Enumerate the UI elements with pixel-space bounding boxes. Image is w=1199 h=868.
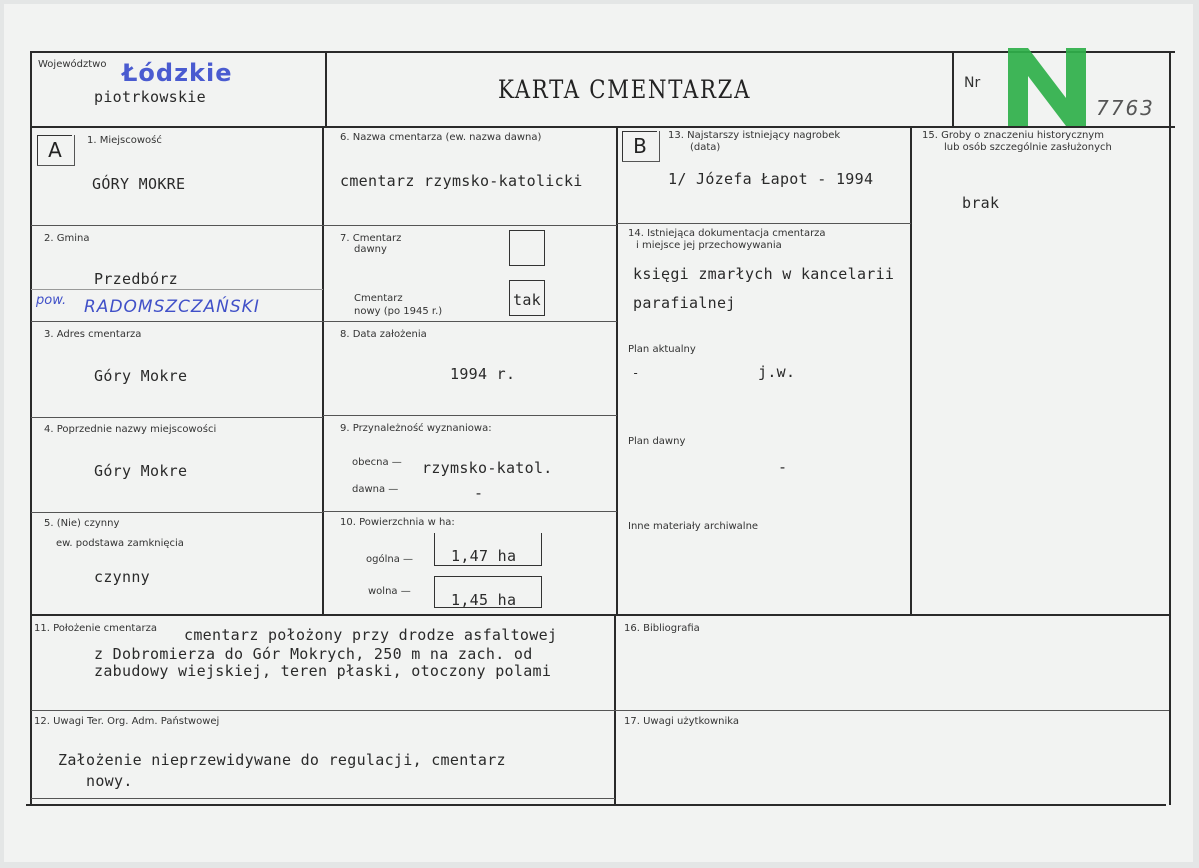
field-10-wolna-value: 1,45 ha xyxy=(451,591,517,609)
row-line-a1 xyxy=(31,225,323,226)
field-7-new-label-2: nowy (po 1945 r.) xyxy=(354,306,443,317)
field-11-label: 11. Położenie cmentarza xyxy=(34,623,157,634)
row-line-m2 xyxy=(323,321,617,322)
field-3-label: 3. Adres cmentarza xyxy=(44,329,142,340)
plan-aktualny-dash: - xyxy=(632,366,640,380)
col-divider-b xyxy=(910,126,912,616)
field-2-divider xyxy=(31,289,323,290)
field-9-obecna-label: obecna — xyxy=(352,457,402,468)
nr-label: Nr xyxy=(964,75,981,91)
row-line-m1 xyxy=(323,225,617,226)
section-b-bar xyxy=(622,161,660,162)
field-15-label-2: lub osób szczególnie zasłużonych xyxy=(944,142,1112,153)
field-8-value: 1994 r. xyxy=(450,365,516,383)
field-12-line-1: Założenie nieprzewidywane do regulacji, cmentarz xyxy=(58,751,506,769)
row-line-m3 xyxy=(323,415,617,416)
row-line-a3 xyxy=(31,417,323,418)
row-line-a4 xyxy=(31,512,323,513)
right-border xyxy=(1169,51,1171,805)
field-11-line-2: z Dobromierza do Gór Mokrych, 250 m na zach. od xyxy=(94,645,533,663)
field-2-value: Przedbórz xyxy=(94,270,178,288)
plan-aktualny-value: j.w. xyxy=(758,363,796,381)
field-12-line-2: nowy. xyxy=(86,772,133,790)
field-7-label-2: dawny xyxy=(354,244,387,255)
field-10-ogolna-label: ogólna — xyxy=(366,554,414,565)
section-a-underline xyxy=(74,135,75,165)
field-8-label: 8. Data założenia xyxy=(340,329,427,340)
field-7-dawny-box xyxy=(509,230,545,266)
field-9-dawna-value: - xyxy=(474,484,484,502)
field-14-value-2: parafialnej xyxy=(633,294,736,312)
field-16-label: 16. Bibliografia xyxy=(624,623,700,634)
field-12-label: 12. Uwagi Ter. Org. Adm. Państwowej xyxy=(34,716,220,727)
col-divider-a xyxy=(322,126,324,616)
nr-green-stamp xyxy=(1008,48,1090,126)
wojewodztwo-label: Województwo xyxy=(38,59,107,70)
top-border xyxy=(31,51,1175,53)
field-5-value: czynny xyxy=(94,568,150,586)
field-14-label-2: i miejsce jej przechowywania xyxy=(636,240,782,251)
nr-handwritten: 7763 xyxy=(1096,96,1155,120)
left-border xyxy=(30,51,32,805)
field-11-line-3: zabudowy wiejskiej, teren płaski, otoczony polami xyxy=(94,662,552,680)
wojewodztwo-stamp: Łódzkie xyxy=(122,59,233,87)
field-2-hand-prefix: pow. xyxy=(36,293,67,308)
field-5-label-1: 5. (Nie) czynny xyxy=(44,518,120,529)
field-3-value: Góry Mokre xyxy=(94,367,188,385)
plan-dawny-value: - xyxy=(778,458,788,476)
field-2-label: 2. Gmina xyxy=(44,233,90,244)
field-10-ogolna-value: 1,47 ha xyxy=(451,547,517,565)
field-17-label: 17. Uwagi użytkownika xyxy=(624,716,740,727)
bottom-mid-line-right xyxy=(615,710,1169,711)
header-divider-2 xyxy=(952,51,954,127)
section-b-letter: B xyxy=(622,131,657,162)
field-4-label: 4. Poprzednie nazwy miejscowości xyxy=(44,424,217,435)
field-1-value: GÓRY MOKRE xyxy=(92,175,186,193)
field-4-value: Góry Mokre xyxy=(94,462,188,480)
inne-materialy-label: Inne materiały archiwalne xyxy=(628,521,759,532)
section-b-underline xyxy=(659,131,660,161)
field-14-label-1: 14. Istniejąca dokumentacja cmentarza xyxy=(628,228,826,239)
field-15-label-1: 15. Groby o znaczeniu historycznym xyxy=(922,130,1104,141)
field-7-new-label-1: Cmentarz xyxy=(354,293,403,304)
plan-dawny-label: Plan dawny xyxy=(628,436,686,447)
bottom-section-line xyxy=(31,614,1170,616)
field-9-dawna-label: dawna — xyxy=(352,484,399,495)
field-7-new-value: tak xyxy=(513,291,541,309)
bottom-col-divider xyxy=(614,614,616,804)
section-a-letter: A xyxy=(37,135,72,166)
section-a-bar xyxy=(37,165,75,166)
n-stamp-icon xyxy=(1008,48,1090,126)
row-line-a2 xyxy=(31,321,323,322)
row-line-b1 xyxy=(617,223,911,224)
field-7-label-1: 7. Cmentarz xyxy=(340,233,402,244)
field-6-label: 6. Nazwa cmentarza (ew. nazwa dawna) xyxy=(340,132,542,143)
card-title: KARTA CMENTARZA xyxy=(498,75,752,104)
wojewodztwo-typed: piotrkowskie xyxy=(94,88,206,106)
field-15-value: brak xyxy=(962,194,1000,212)
row-line-m4 xyxy=(323,511,617,512)
col-divider-mid xyxy=(616,126,618,616)
field-9-label: 9. Przynależność wyznaniowa: xyxy=(340,423,492,434)
field-13-value: 1/ Józefa Łapot - 1994 xyxy=(668,170,874,188)
header-bottom-line xyxy=(31,126,1175,128)
field-10-label: 10. Powierzchnia w ha: xyxy=(340,517,455,528)
field-2-handwritten: RADOMSZCZAŃSKI xyxy=(84,297,260,317)
field-5-label-2: ew. podstawa zamknięcia xyxy=(56,538,184,549)
field-9-obecna-value: rzymsko-katol. xyxy=(422,459,553,477)
field-6-value: cmentarz rzymsko-katolicki xyxy=(340,172,583,190)
field-1-label: 1. Miejscowość xyxy=(87,135,162,146)
field-10-wolna-label: wolna — xyxy=(368,586,411,597)
cemetery-card xyxy=(4,4,1193,862)
field-11-line-1: cmentarz położony przy drodze asfaltowej xyxy=(184,626,558,644)
field-13-label-2: (data) xyxy=(690,142,721,153)
field-14-value-1: księgi zmarłych w kancelarii xyxy=(633,265,895,283)
bottom-border xyxy=(26,804,1166,806)
bottom-inner-line xyxy=(31,798,615,799)
header-divider-1 xyxy=(325,51,327,127)
field-13-label-1: 13. Najstarszy istniejący nagrobek xyxy=(668,130,841,141)
plan-aktualny-label: Plan aktualny xyxy=(628,344,696,355)
bottom-mid-line-left xyxy=(31,710,615,711)
